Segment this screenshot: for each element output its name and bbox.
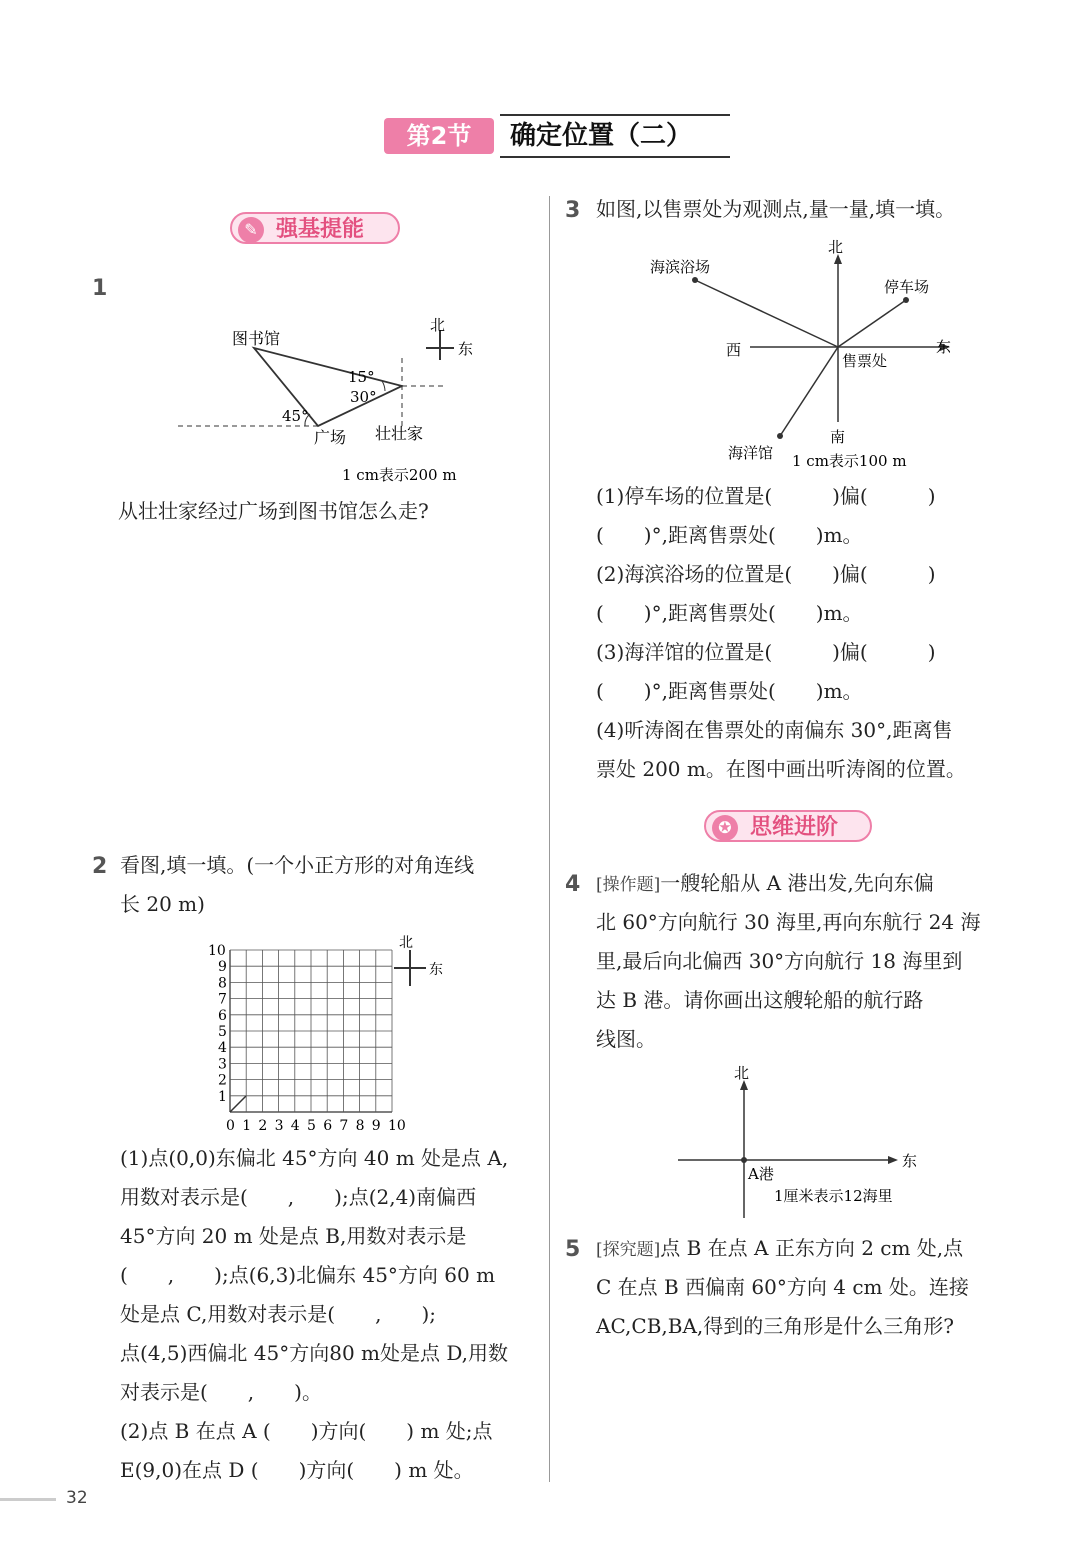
q3-line-6: ( )°,距离售票处( )m。: [596, 679, 863, 703]
q2-y-tick-label: 5: [218, 1024, 227, 1040]
q4-line-2: 北 60°方向航行 30 海里,再向东航行 24 海: [596, 910, 981, 934]
q4-label-east: 东: [902, 1152, 918, 1170]
q2-x-tick-label: 1: [242, 1118, 252, 1134]
q2-line-6: 点(4,5)西偏北 45°方向80 m处是点 D,用数: [120, 1341, 509, 1365]
medal-icon: ✪: [712, 815, 738, 841]
q2-diagonal-sample: [230, 1096, 246, 1112]
q2-x-tick-label: 2: [258, 1118, 268, 1134]
q3-label-scale: 1 cm表示100 m: [792, 452, 907, 470]
q3-line-8: 票处 200 m。在图中画出听涛阁的位置。: [596, 757, 966, 781]
badge-basic-label: 强基提能: [276, 217, 365, 242]
q4-line-1-text: 一艘轮船从 A 港出发,先向东偏: [660, 871, 934, 895]
q2-x-tick-label: 0: [226, 1118, 235, 1134]
q4-line-4: 达 B 港。请你画出这艘轮船的航行路: [596, 988, 924, 1012]
q2-intro-line-2: 长 20 m): [120, 892, 205, 916]
q3-dot-parking: [903, 297, 909, 303]
q4-line-5: 线图。: [596, 1027, 656, 1051]
q3-label-north: 北: [828, 238, 844, 256]
q4-label-scale: 1厘米表示12海里: [774, 1187, 893, 1205]
q1-label-angle15: 15°: [348, 368, 375, 386]
q2-y-tick-label: 8: [218, 975, 227, 992]
q2-line-5: 处是点 C,用数对表示是( , );: [120, 1302, 437, 1326]
q1-question: 从壮壮家经过广场到图书馆怎么走?: [118, 499, 429, 523]
q1-label-home: 壮壮家: [375, 424, 424, 443]
q4-number: 4: [565, 872, 581, 897]
q3-label-south: 南: [830, 428, 846, 446]
q4-line-1: [596, 864, 934, 905]
q3-label-beach: 海滨浴场: [650, 258, 711, 276]
badge-advanced: [704, 810, 872, 842]
q4-label-north: 北: [734, 1064, 750, 1082]
q2-y-ticks: [208, 943, 227, 1105]
q5-tag: [探究题]: [596, 1240, 661, 1260]
q1-label-east: 东: [458, 340, 474, 358]
q3-line-2: ( )°,距离售票处( )m。: [596, 523, 863, 547]
q1-label-angle45: 45°: [282, 407, 309, 425]
q3-line-beach: [695, 280, 838, 347]
q1-label-scale: 1 cm表示200 m: [342, 466, 457, 484]
q2-y-tick-label: 1: [218, 1088, 227, 1105]
q3-label-parking: 停车场: [884, 278, 930, 296]
section-tab: 第2节: [384, 118, 494, 154]
q2-intro-line-1: 看图,填一填。(一个小正方形的对角连线: [120, 853, 475, 877]
q1-label-north: 北: [430, 316, 446, 334]
badge-advanced-label: 思维进阶: [750, 815, 839, 840]
q3-figure: [640, 232, 980, 477]
q4-dot-port: [741, 1157, 747, 1163]
q2-x-tick-label: 3: [274, 1118, 284, 1134]
q2-x-tick-label: 9: [371, 1118, 381, 1134]
q4-line-3: 里,最后向北偏西 30°方向航行 18 海里到: [596, 949, 963, 973]
q2-line-4: ( , );点(6,3)北偏东 45°方向 60 m: [120, 1263, 496, 1287]
section-title: 确定位置（二）: [500, 114, 730, 158]
q1-label-angle30: 30°: [350, 388, 377, 406]
q2-label-east: 东: [429, 962, 443, 978]
q2-y-tick-label: 6: [218, 1007, 227, 1024]
q2-label-north: 北: [399, 935, 413, 951]
q2-grid: [230, 950, 392, 1112]
badge-basic: [230, 212, 400, 244]
q5-line-3: AC,CB,BA,得到的三角形是什么三角形?: [596, 1314, 954, 1338]
q3-line-4: ( )°,距离售票处( )m。: [596, 601, 863, 625]
q3-line-5: (3)海洋馆的位置是( )偏( ): [596, 640, 936, 664]
q2-line-1: (1)点(0,0)东偏北 45°方向 40 m 处是点 A,: [120, 1146, 509, 1170]
q3-dot-beach: [692, 277, 698, 283]
q1-figure: [170, 310, 500, 490]
q1-label-square: 广场: [314, 428, 347, 447]
q2-y-tick-label: 9: [218, 959, 227, 976]
q2-line-3: 45°方向 20 m 处是点 B,用数对表示是: [120, 1224, 467, 1248]
q2-x-tick-label: 5: [307, 1118, 316, 1134]
q2-y-tick-label: 10: [208, 943, 226, 959]
q2-x-tick-label: 10: [388, 1118, 406, 1134]
q2-y-tick-label: 2: [218, 1072, 227, 1089]
q2-number: 2: [92, 854, 108, 879]
pencil-icon: ✎: [238, 217, 264, 243]
q5-line-1: [596, 1229, 963, 1270]
q4-figure: [670, 1062, 930, 1222]
q3-label-east: 东: [936, 338, 952, 356]
q2-y-tick-label: 4: [218, 1040, 227, 1057]
page-number: 32: [66, 1488, 88, 1508]
column-divider: [549, 196, 550, 1482]
section-header: [384, 114, 724, 158]
q4-tag: [操作题]: [596, 875, 661, 895]
q2-x-tick-label: 7: [339, 1118, 349, 1134]
q4-arrow-east: [888, 1156, 898, 1164]
q1-arc-30: [382, 381, 385, 391]
q2-line-9: E(9,0)在点 D ( )方向( ) m 处。: [120, 1458, 474, 1482]
q5-line-2: C 在点 B 西偏南 60°方向 4 cm 处。连接: [596, 1275, 969, 1299]
q2-grid-figure: [200, 930, 460, 1135]
q3-dot-ocean: [777, 433, 783, 439]
q2-line-8: (2)点 B 在点 A ( )方向( ) m 处;点: [120, 1419, 493, 1443]
q2-x-tick-label: 4: [290, 1118, 300, 1134]
page-footer-rule: [0, 1498, 56, 1501]
q2-x-tick-label: 8: [355, 1118, 365, 1134]
q2-y-tick-label: 7: [218, 991, 227, 1008]
q3-number: 3: [565, 198, 581, 223]
q5-line-1-text: 点 B 在点 A 正东方向 2 cm 处,点: [660, 1236, 964, 1260]
q2-x-tick-label: 6: [323, 1118, 333, 1134]
q1-triangle: [254, 348, 402, 426]
q2-x-ticks: [226, 1118, 406, 1134]
q2-y-tick-label: 3: [218, 1056, 227, 1073]
q3-line-parking: [838, 300, 906, 347]
q3-label-west: 西: [726, 341, 742, 359]
q1-number: 1: [92, 276, 108, 301]
q3-line-7: (4)听涛阁在售票处的南偏东 30°,距离售: [596, 718, 953, 742]
q3-label-ticket: 售票处: [842, 352, 888, 370]
q3-line-ocean: [780, 347, 838, 436]
q5-number: 5: [565, 1237, 581, 1262]
q3-line-1: (1)停车场的位置是( )偏( ): [596, 484, 936, 508]
q1-label-library: 图书馆: [232, 329, 281, 348]
q2-line-7: 对表示是( , )。: [120, 1380, 322, 1404]
q3-intro: 如图,以售票处为观测点,量一量,填一填。: [596, 197, 956, 221]
q3-label-ocean: 海洋馆: [728, 444, 774, 462]
q3-line-3: (2)海滨浴场的位置是( )偏( ): [596, 562, 936, 586]
q2-line-2: 用数对表示是( , );点(2,4)南偏西: [120, 1185, 477, 1209]
q4-label-port: A港: [748, 1165, 774, 1183]
